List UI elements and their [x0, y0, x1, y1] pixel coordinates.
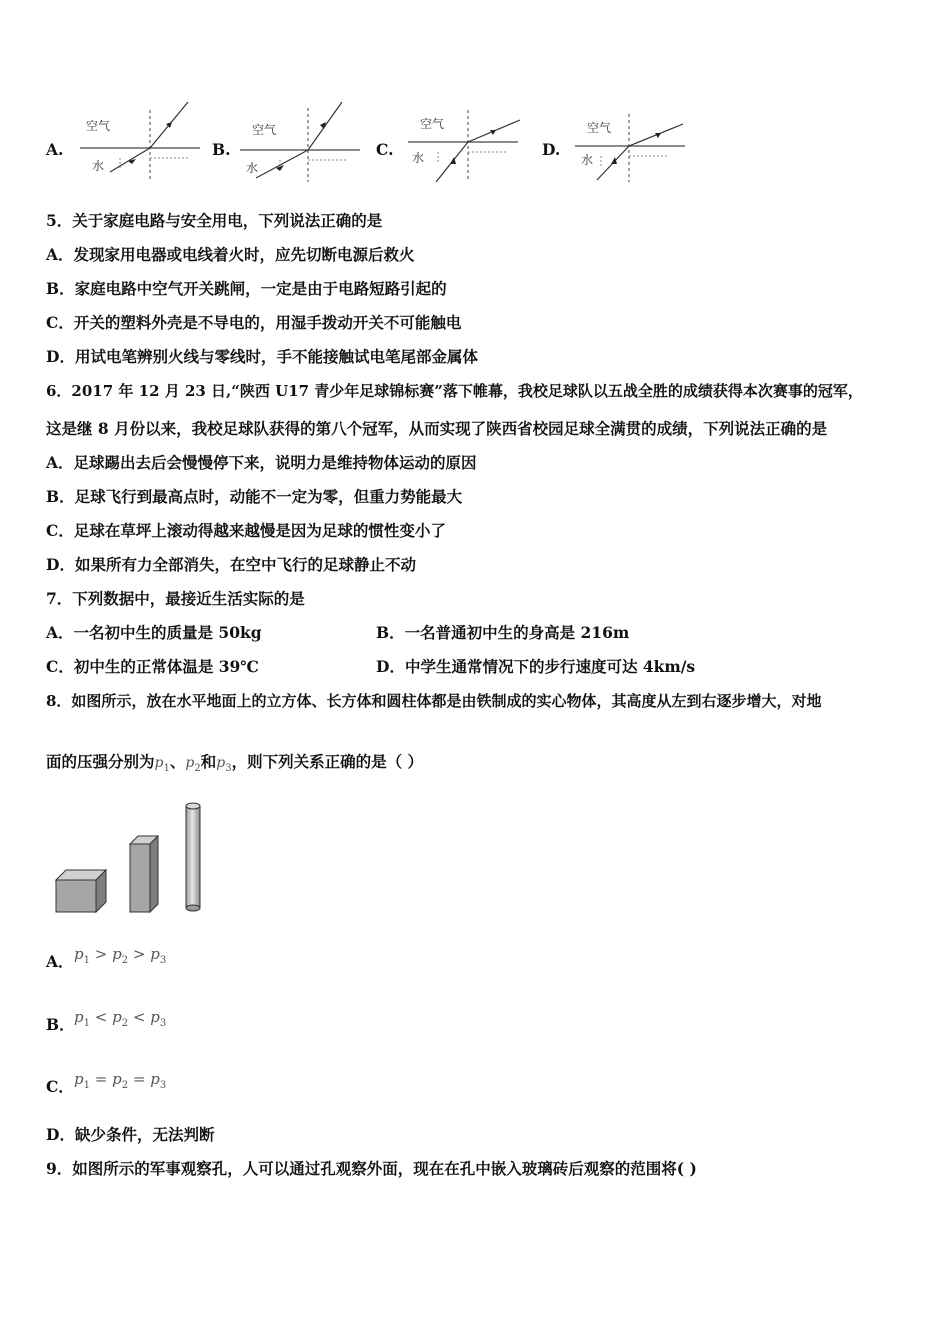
air-label: 空气 — [587, 121, 612, 135]
q5-option-d: D．用试电笔辨别火线与零线时，手不能接触试电笔尾部金属体 — [46, 347, 478, 366]
q6-option-a: A．足球踢出去后会慢慢停下来，说明力是维持物体运动的原因 — [46, 453, 477, 472]
q7-option-d: D．中学生通常情况下的步行速度可达 4km/s — [376, 657, 696, 676]
q4-option-d-label: D. — [542, 140, 561, 159]
cylinder-body — [186, 806, 200, 908]
q8-option-c-math: $p_1 = p_2 = p_3$ — [74, 1070, 167, 1091]
water-label: 水 — [581, 153, 594, 167]
q8-option-a-math: $p_1 > p_2 > p_3$ — [74, 945, 167, 966]
cuboid-front — [130, 844, 150, 912]
q4-option-c-label: C. — [376, 140, 394, 159]
q8-solids-figure — [50, 798, 220, 920]
water-label: 水 — [412, 151, 425, 165]
p1-symbol: $p_1$ — [154, 755, 170, 774]
q6-stem-line2: 这是继 8 月份以来，我校足球队获得的第八个冠军，从而实现了陕西省校园足球全满贯的成绩，下列说法正确的是 — [46, 419, 828, 438]
q8-option-b-label: B． — [46, 1015, 75, 1034]
air-label: 空气 — [252, 123, 277, 137]
p3-symbol: $p_3$ — [216, 755, 232, 774]
q4-option-b-label: B. — [212, 140, 231, 159]
cylinder-top — [186, 803, 200, 809]
q7-option-a: A．一名初中生的质量是 50kg — [46, 623, 262, 642]
q4-figure-b — [240, 100, 365, 185]
q4-option-a-label: A. — [46, 140, 64, 159]
q4-figure-d — [575, 112, 690, 184]
q4-figure-c — [408, 108, 523, 183]
cuboid-side — [150, 836, 158, 912]
q5-option-b: B．家庭电路中空气开关跳闸，一定是由于电路短路引起的 — [46, 279, 447, 298]
q8-stem-line2: 面的压强分别为$p_1$、$p_2$和$p_3$，则下列关系正确的是（ ） — [46, 752, 423, 774]
q6-stem-line1: 6．2017 年 12 月 23 日,“陕西 U17 青少年足球锦标赛”落下帷幕，我校足球队以五战全胜的成绩获得本次赛事的冠军， — [46, 382, 863, 400]
q8-stem-line1: 8．如图所示，放在水平地面上的立方体、长方体和圆柱体都是由铁制成的实心物体，其高度从左到右逐步增大，对地 — [46, 692, 822, 710]
water-label: 水 — [246, 161, 259, 175]
q5-option-a: A．发现家用电器或电线着火时，应先切断电源后救火 — [46, 245, 415, 264]
q8-option-b-math: $p_1 < p_2 < p_3$ — [74, 1008, 167, 1029]
q6-option-b: B．足球飞行到最高点时，动能不一定为零，但重力势能最大 — [46, 487, 463, 506]
q8-option-a-label: A． — [46, 952, 74, 971]
water-label: 水 — [92, 159, 105, 173]
q6-option-c: C．足球在草坪上滚动得越来越慢是因为足球的惯性变小了 — [46, 521, 446, 540]
q5-stem: 5．关于家庭电路与安全用电，下列说法正确的是 — [46, 211, 383, 230]
q5-option-c: C．开关的塑料外壳是不导电的，用湿手拨动开关不可能触电 — [46, 313, 462, 332]
q8-option-d: D．缺少条件，无法判断 — [46, 1125, 215, 1144]
q6-option-d: D．如果所有力全部消失，在空中飞行的足球静止不动 — [46, 555, 416, 574]
q8-option-c-label: C． — [46, 1077, 74, 1096]
air-label: 空气 — [86, 119, 111, 133]
q4-figure-a — [80, 100, 200, 185]
ray-arrow-icon — [128, 159, 136, 164]
q7-option-c: C．初中生的正常体温是 39℃ — [46, 657, 259, 676]
q7-stem: 7．下列数据中，最接近生活实际的是 — [46, 589, 305, 608]
cube-front — [56, 880, 96, 912]
q9-stem: 9．如图所示的军事观察孔，人可以通过孔观察外面，现在在孔中嵌入玻璃砖后观察的范围将( ) — [46, 1159, 697, 1178]
q7-option-b: B．一名普通初中生的身高是 216m — [376, 623, 630, 642]
air-label: 空气 — [420, 117, 445, 131]
cylinder-bottom — [186, 905, 200, 911]
p2-symbol: $p_2$ — [185, 755, 201, 774]
